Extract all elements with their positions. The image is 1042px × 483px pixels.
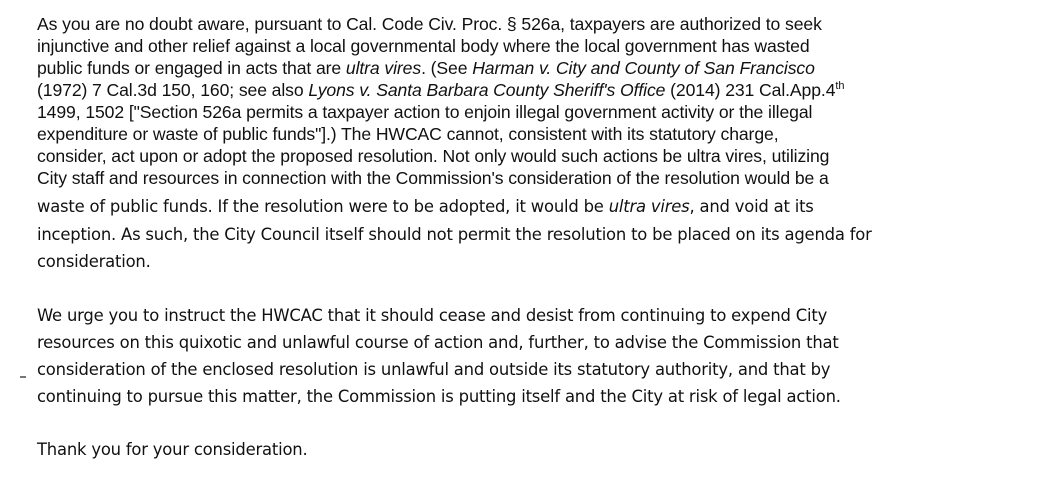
italic-term: ultra vires [608,197,690,216]
text-line: waste of public funds. If the resolution were to be adopted, it would be ultra vires, and void at its [37,197,814,216]
case-citation: Lyons v. Santa Barbara County Sheriff's Office [308,80,666,100]
text-line: injunctive and other relief against a local governmental body where the local government has wasted [37,36,810,56]
text-line: We urge you to instruct the HWCAC that it should cease and desist from continuing to expend City [37,306,828,325]
text-line: 1499, 1502 ["Section 526a permits a taxpayer action to enjoin illegal government activity or the illegal [37,102,813,122]
text-line: expenditure or waste of public funds"].) The HWCAC cannot, consistent with its statutory charge, [37,124,779,144]
italic-term: ultra vires [345,58,422,78]
text-line: public funds or engaged in acts that are ultra vires. (See Harman v. City and County of San Francisco [37,58,815,78]
text-line: As you are no doubt aware, pursuant to Cal. Code Civ. Proc. § 526a, taxpayers are authorized to seek [37,14,822,34]
text-line: (1972) 7 Cal.3d 150, 160; see also Lyons v. Santa Barbara County Sheriff's Office (2014) 231 Cal.App.4th [37,80,845,100]
text-line: consideration of the enclosed resolution is unlawful and outside its statutory authority, and that by [37,360,831,379]
text-line: consideration. [37,252,151,271]
text-line: consider, act upon or adopt the proposed resolution. Not only would such actions be ultra vires, utilizing [37,146,830,166]
closing-line: Thank you for your consideration. [37,440,308,459]
scan-mark [20,376,26,378]
superscript: th [835,80,845,92]
text-line: City staff and resources in connection with the Commission's consideration of the resolution would be a [37,168,829,188]
case-citation: Harman v. City and County of San Francisco [472,58,815,78]
text-line: continuing to pursue this matter, the Commission is putting itself and the City at risk of legal action. [37,387,841,406]
text-line: inception. As such, the City Council itself should not permit the resolution to be placed on its agenda for [37,225,872,244]
text-line: resources on this quixotic and unlawful course of action and, further, to advise the Commission that [37,333,839,352]
